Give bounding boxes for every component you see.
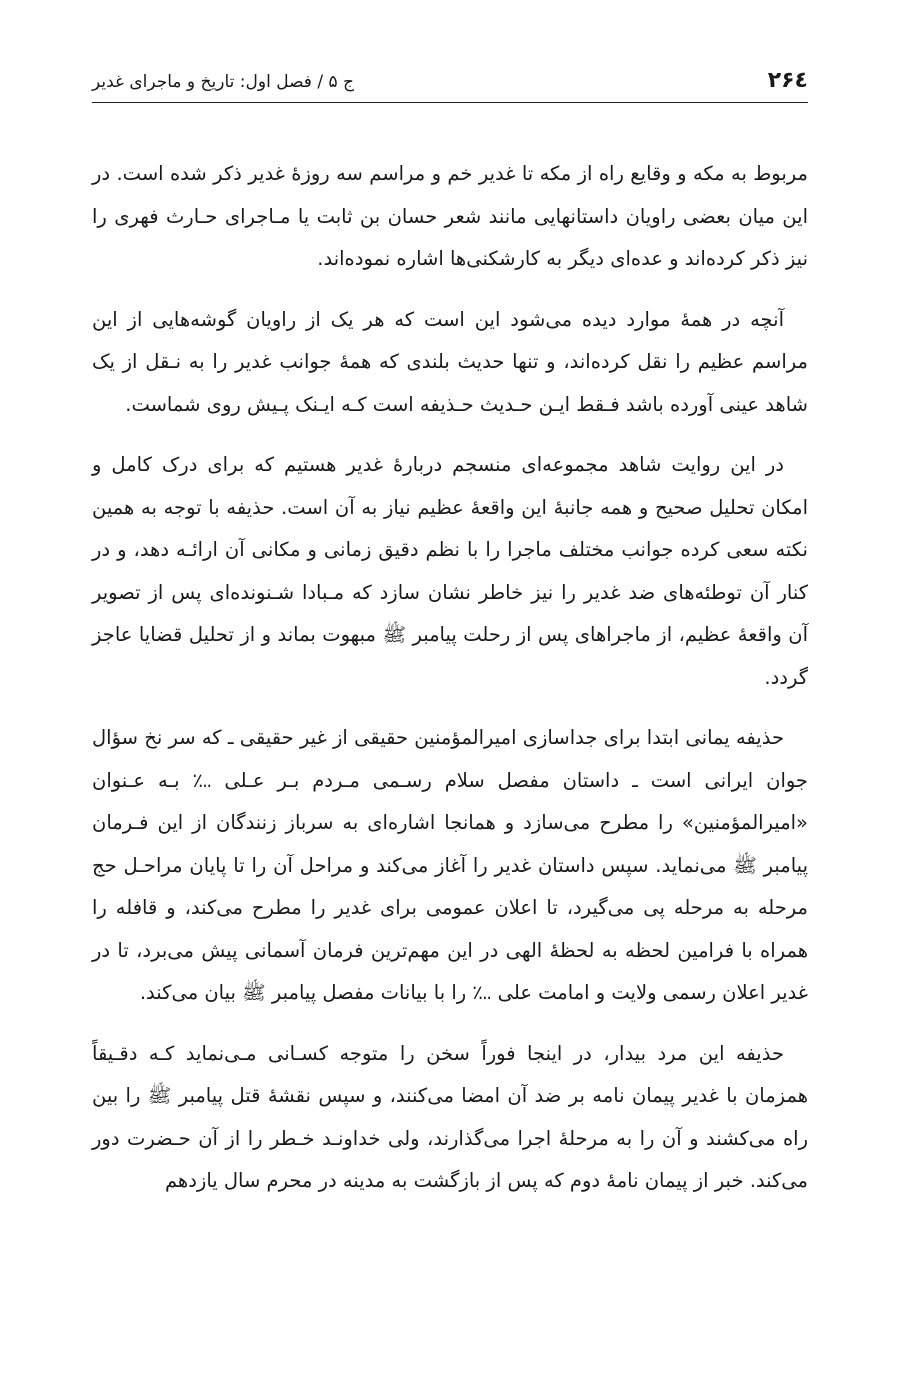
paragraph-3: در این روایت شاهد مجموعه‌ای منسجم دربارۀ غدیر هستیم که برای درک کامل و امکان تحلیل صحیح و همه جانبۀ این واقعۀ عظیم نیاز به آن است. حذیفه با توجه به همین نکته سعی کرده جوانب مختلف ماجرا را با نظم دقیق زمانی و مکانی آن ارائـه دهد، و در کنار آن توطئه‌های ضد غدیر را نیز خاطر نشان سازد که مـبادا شـنونده‌ای پس از تصویر آن واقعۀ عظیم، از ماجراهای پس از رحلت پیامبر ﷺ مبهوت بماند و از تحلیل قضایا عاجز گردد. bbox=[92, 453, 808, 689]
paragraph-2: آنچه در همۀ موارد دیده می‌شود این است که هر یک از راویان گوشه‌هایی از این مراسم عظیم را نقل کرده‌اند، و تنها حدیث بلندی که همۀ جوانب غدیر را به نـقل از یک شاهد عینی آورده باشد فـقط ایـن حـدیث حـذیفه است کـه ایـنک پـیش روی شماست. bbox=[92, 307, 808, 416]
running-title: ج ۵ / فصل اول: تاریخ و ماجرای غدیر bbox=[92, 72, 355, 92]
body-text bbox=[92, 153, 808, 1203]
page-number: ۲۶٤ bbox=[767, 68, 808, 93]
page-header bbox=[92, 58, 808, 103]
paragraph-1: مربوط به مکه و وقایع راه از مکه تا غدیر خم و مراسم سه روزۀ غدیر ذکر شده است. در این میان بعضی راویان داستانهایی مانند شعر حسان بن ثابت یا مـاجرای حـارث فهری را نیز ذکر کرده‌اند و عده‌ای دیگر به کارشکنی‌ها اشاره نموده‌اند. bbox=[92, 162, 808, 270]
paragraph-4: حذیفه یمانی ابتدا برای جداسازی امیرالمؤمنین حقیقی از غیر حقیقی ـ که سر نخ سؤال جوان ایرانی است ـ داستان مفصل سلام رسـمی مـردم بـر عـلی ؊ بـه عـنوان «امیرالمؤمنین» را مطرح می‌سازد و همانجا اشاره‌ای به سرباز زنندگان از این فـرمان پیامبر ﷺ می‌نماید. سپس داستان غدیر را آغاز می‌کند و مراحل آن را تا پایان مراحـل حج مرحله به مرحله پی می‌گیرد، تا اعلان عمومی برای غدیر را مطرح می‌کند، و قافله را همراه با فرامین لحظه به لحظۀ الهی در این مهم‌ترین فرمان آسمانی پیش می‌برد، تا در غدیر اعلان رسمی ولایت و امامت علی ؊ را با بیانات مفصل پیامبر ﷺ بیان می‌کند. bbox=[92, 726, 808, 1004]
book-page bbox=[92, 58, 808, 1221]
paragraph-5: حذیفه این مرد بیدار، در اینجا فوراً سخن را متوجه کسـانی مـی‌نماید کـه دقـیقاً همزمان با غدیر پیمان نامه بر ضد آن امضا می‌کنند، و سپس نقشۀ قتل پیامبر ﷺ را بین راه می‌کشند و آن را به مرحلۀ اجرا می‌گذارند، ولی خداونـد خـطر را از آن حـضرت دور می‌کند. خبر از پیمان نامۀ دوم که پس از بازگشت به مدینه در محرم سال یازدهم bbox=[92, 1041, 808, 1192]
